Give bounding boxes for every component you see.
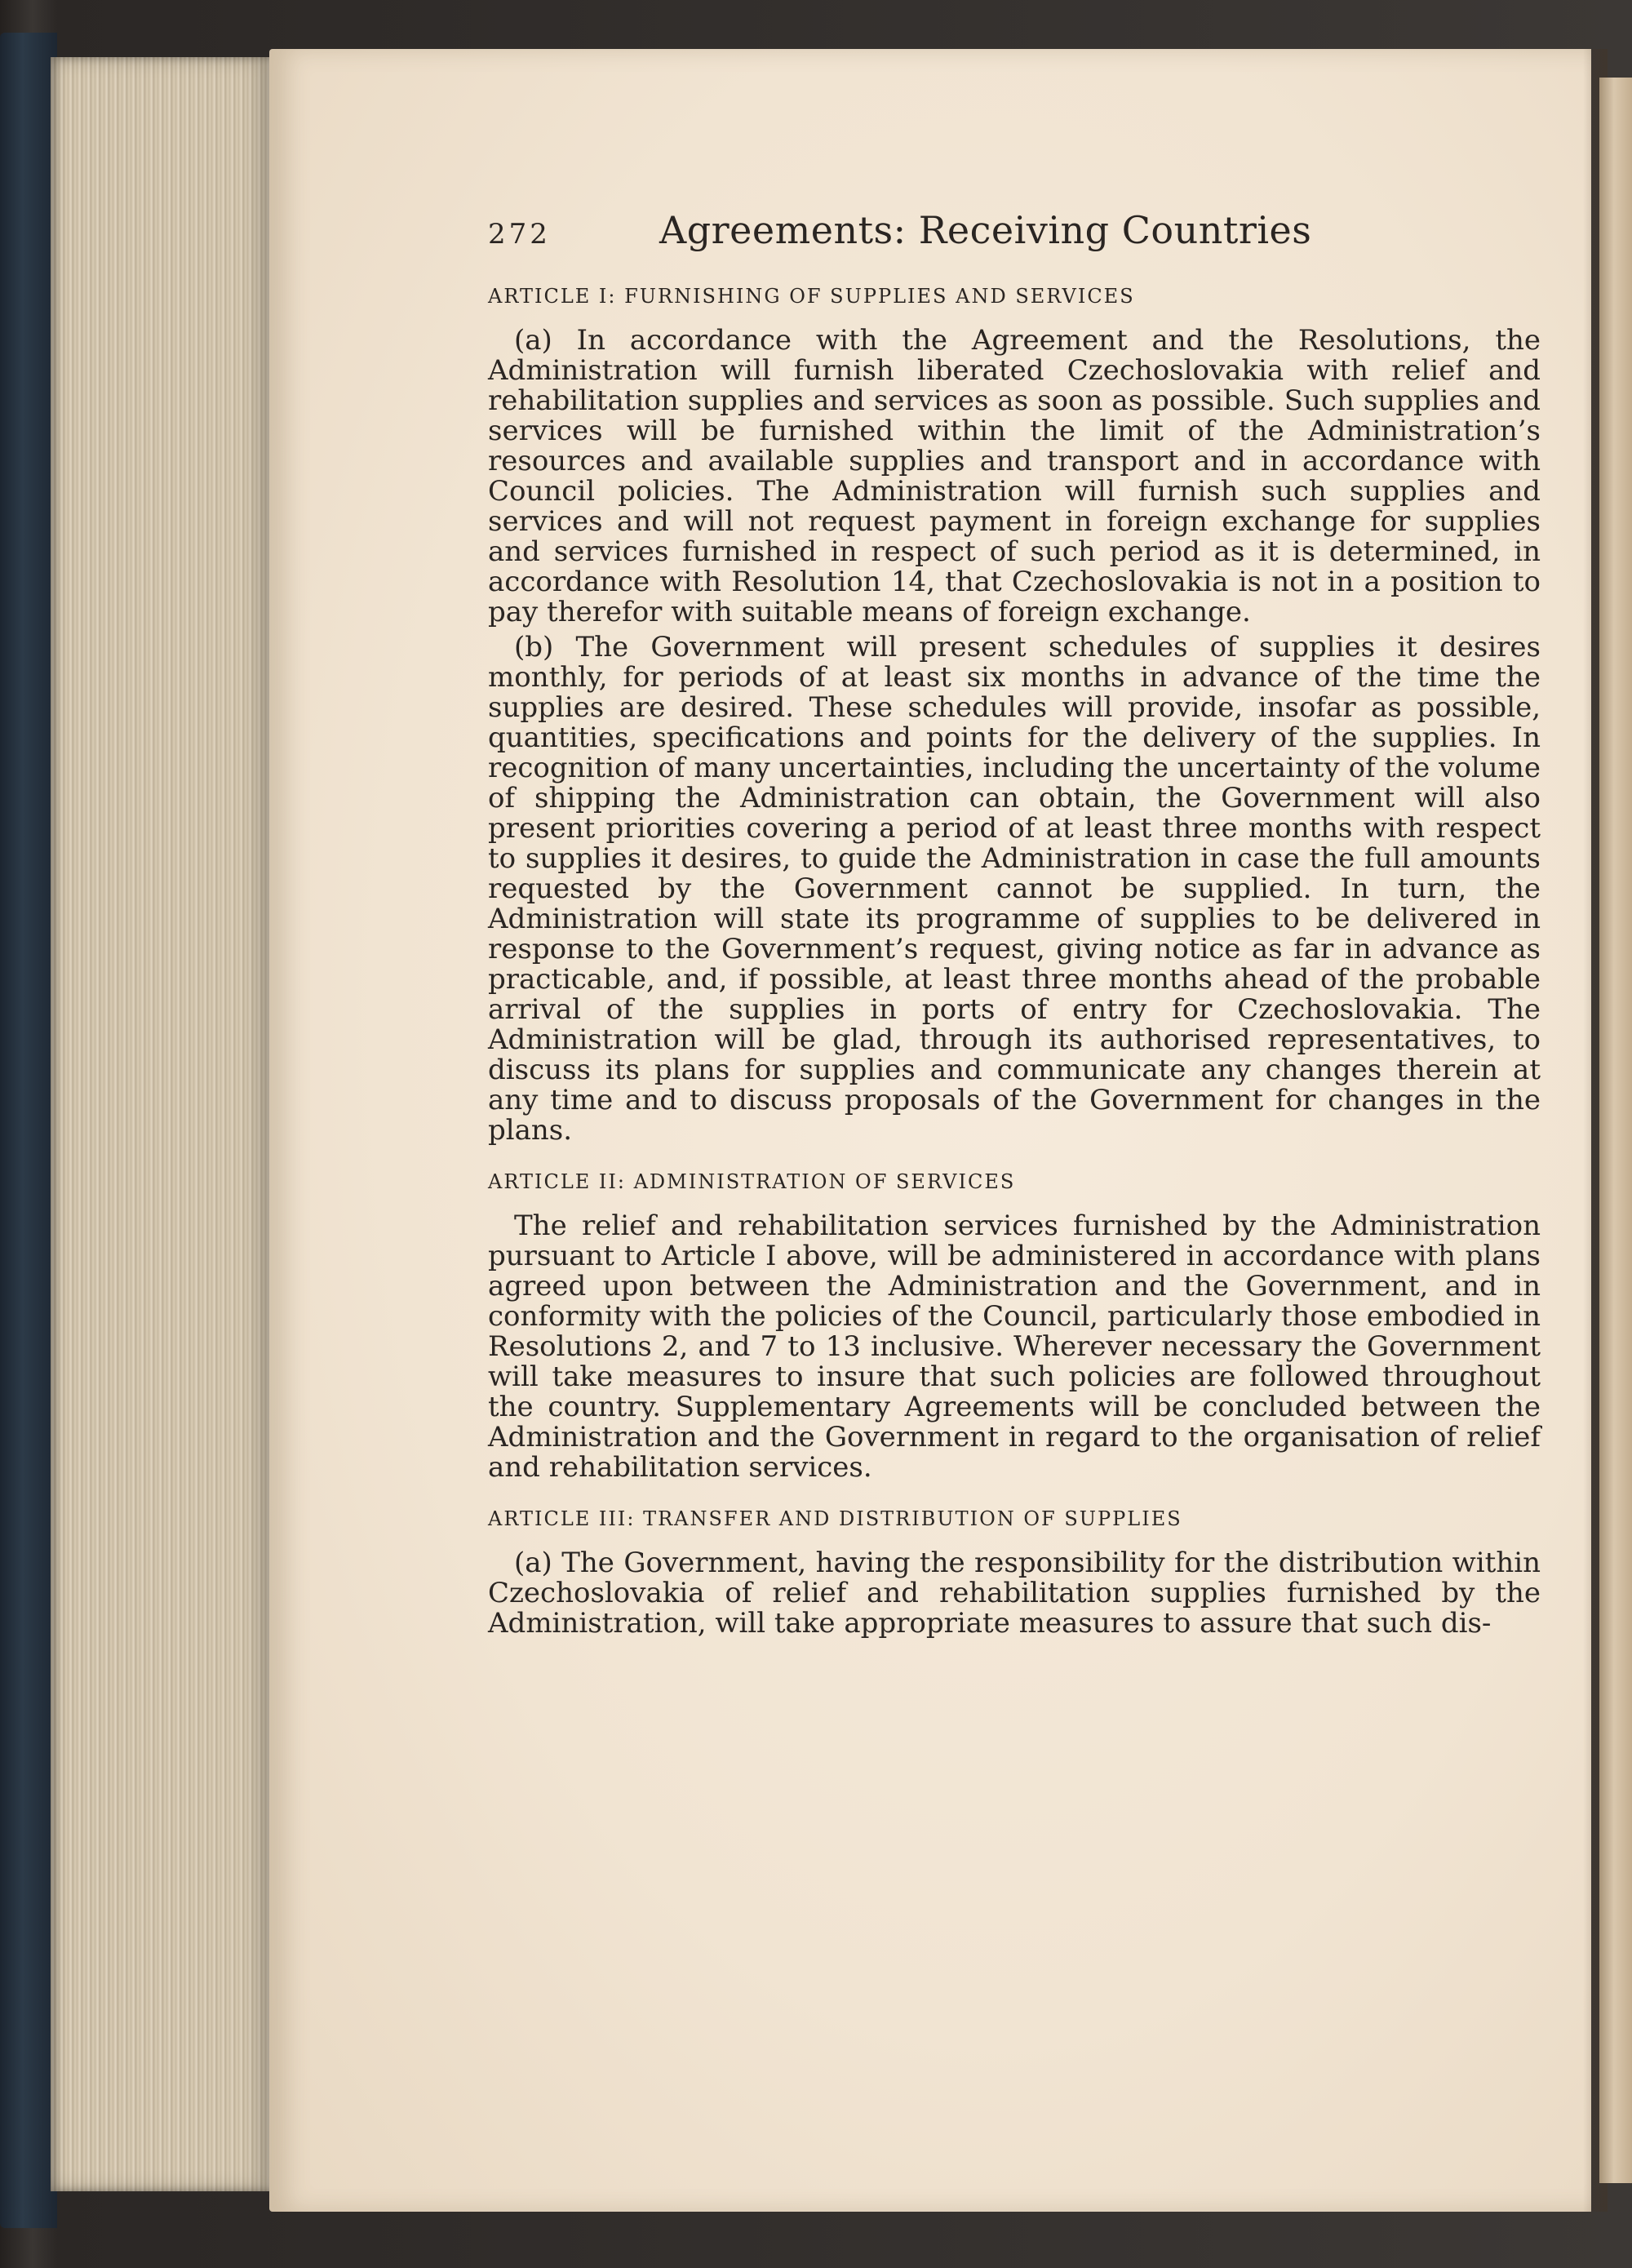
article-heading: ARTICLE III: TRANSFER AND DISTRIBUTION OF SUPPLIES <box>488 1507 1182 1530</box>
paragraph: The relief and rehabilitation services furnished by the Administration pursuant to Article I above, will be administered in accordance with plans agreed upon between the Administration and the Government, and in conformity with the policies of the Council, particularly those embodied in Resolutions 2, and 7 to 13 inclusive. Wherever necessary the Government will take measures to insure that such policies are followed throughout the country. Supplementary Agreements will be concluded between the Administration and the Government in regard to the organisation of relief and rehabilitation services. <box>488 1209 1541 1484</box>
article-heading: ARTICLE II: ADMINISTRATION OF SERVICES <box>488 1170 1016 1193</box>
facing-page-edge <box>1599 78 1632 2183</box>
page-title: Agreements: Receiving Countries <box>659 208 1312 252</box>
article-heading: ARTICLE I: FURNISHING OF SUPPLIES AND SERVICES <box>488 285 1135 308</box>
page-text <box>488 208 1541 1663</box>
article-2 <box>488 1170 1541 1483</box>
book-cover <box>0 33 57 2228</box>
article-3 <box>488 1507 1541 1639</box>
page-number: 272 <box>488 218 551 251</box>
page-edges <box>51 57 275 2191</box>
paragraph: (a) The Government, having the responsibility for the distribution within Czechoslovakia of relief and rehabilitation supplies furnished by the Administration, will take appropriate measures to assure that such dis- <box>488 1547 1541 1640</box>
article-1 <box>488 285 1541 1146</box>
running-head <box>488 208 1541 252</box>
paragraph: (b) The Government will present schedules of supplies it desires monthly, for periods of at least six months in advance of the time the supplies are desired. These schedules will provide, insofar as possible, quantities, specifications and points for the delivery of the supplies. In recognition of many uncertainties, including the uncertainty of the volume of shipping the Administration can obtain, the Government will also present priorities covering a period of at least three months with respect to supplies it desires, to guide the Administration in case the full amounts requested by the Government cannot be supplied. In turn, the Administration will state its programme of supplies to be delivered in response to the Government’s request, giving notice as far in advance as practicable, and, if possible, at least three months ahead of the probable arrival of the supplies in ports of entry for Czechoslovakia. The Administration will be glad, through its authorised representatives, to discuss its plans for supplies and communicate any changes therein at any time and to discuss proposals of the Government for changes in the plans. <box>488 631 1541 1147</box>
paragraph: (a) In accordance with the Agreement and the Resolutions, the Administration will furnish liberated Czechoslovakia with relief and rehabilitation supplies and services as soon as possible. Such supplies and services will be furnished within the limit of the Administration’s resources and available supplies and transport and in accordance with Council policies. The Administration will furnish such supplies and services and will not request payment in foreign exchange for supplies and services furnished in respect of such period as it is determined, in accordance with Resolution 14, that Czechoslovakia is not in a position to pay therefor with suitable means of foreign exchange. <box>488 324 1541 628</box>
